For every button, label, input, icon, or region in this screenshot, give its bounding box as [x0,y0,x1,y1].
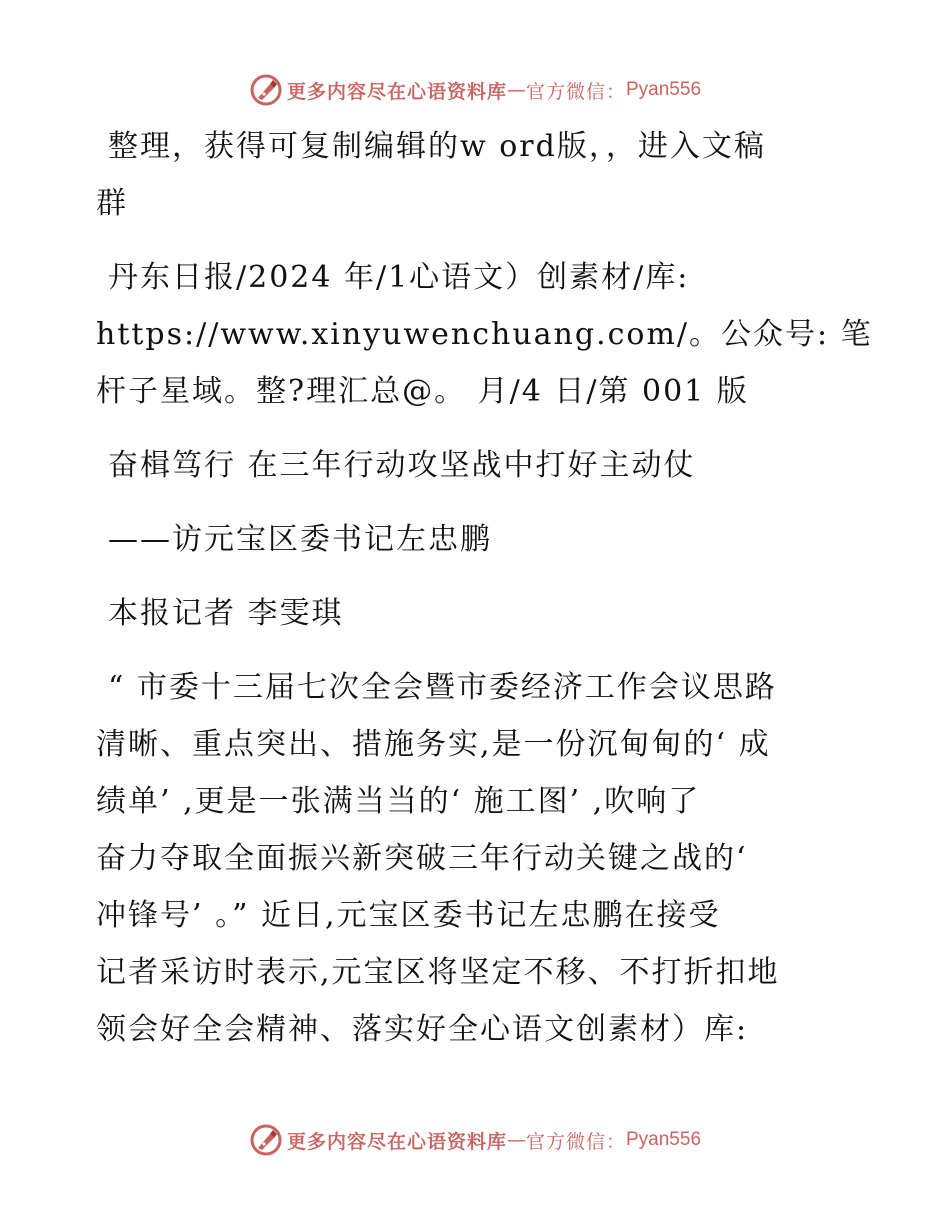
body-line: 清晰、重点突出、措施务实,是一份沉甸甸的‘ 成 [96,727,771,762]
article-subtitle: ——访元宝区委书记左忠鹏 [108,522,492,557]
header-banner-dash: — [506,79,526,101]
footer-banner-text: 更多内容尽在心语资料库 [286,1130,507,1153]
source-line: 丹东日报/2024 年/1心语文）创素材/库: [108,260,690,295]
body-line: 奋力夺取全面振兴新突破三年行动关键之战的‘ [96,841,748,876]
footer-banner-wechat-label: 官方微信： [525,1130,626,1153]
intro-line: 整理，获得可复制编辑的w ord版，，进入文稿 [108,129,766,164]
pen-nib-logo-icon [249,1123,283,1157]
header-banner-wechat-id: Pyan556 [626,79,702,100]
source-line: https://www.xinyuwenchuang.com/。公众号: 笔 [96,317,873,352]
intro-line: 群 [96,186,128,221]
header-banner [0,70,950,110]
footer-banner [0,1120,950,1160]
pen-nib-logo-icon [249,73,283,107]
source-line: 杆子星域。整?理汇总@。 月/4 日/第 001 版 [96,374,749,409]
footer-banner-wechat-id: Pyan556 [626,1129,702,1150]
byline: 本报记者 李雯琪 [108,596,344,631]
footer-banner-dash: — [506,1129,526,1151]
body-line: 记者采访时表示,元宝区将坚定不移、不打折扣地 [96,955,780,990]
header-banner-wechat-label: 官方微信： [525,80,626,103]
body-line: 领会好全会精神、落实好全心语文创素材）库: [96,1012,749,1047]
article-title: 奋楫笃行 在三年行动攻坚战中打好主动仗 [108,448,696,483]
body-line: 冲锋号’ 。” 近日,元宝区委书记左忠鹏在接受 [96,898,721,933]
header-banner-text: 更多内容尽在心语资料库 [286,80,507,103]
body-line: 绩单’ ,更是一张满当当的‘ 施工图’ ,吹响了 [96,784,701,819]
document-body [96,118,873,1058]
body-line: “ 市委十三届七次全会暨市委经济工作会议思路 [108,670,777,705]
